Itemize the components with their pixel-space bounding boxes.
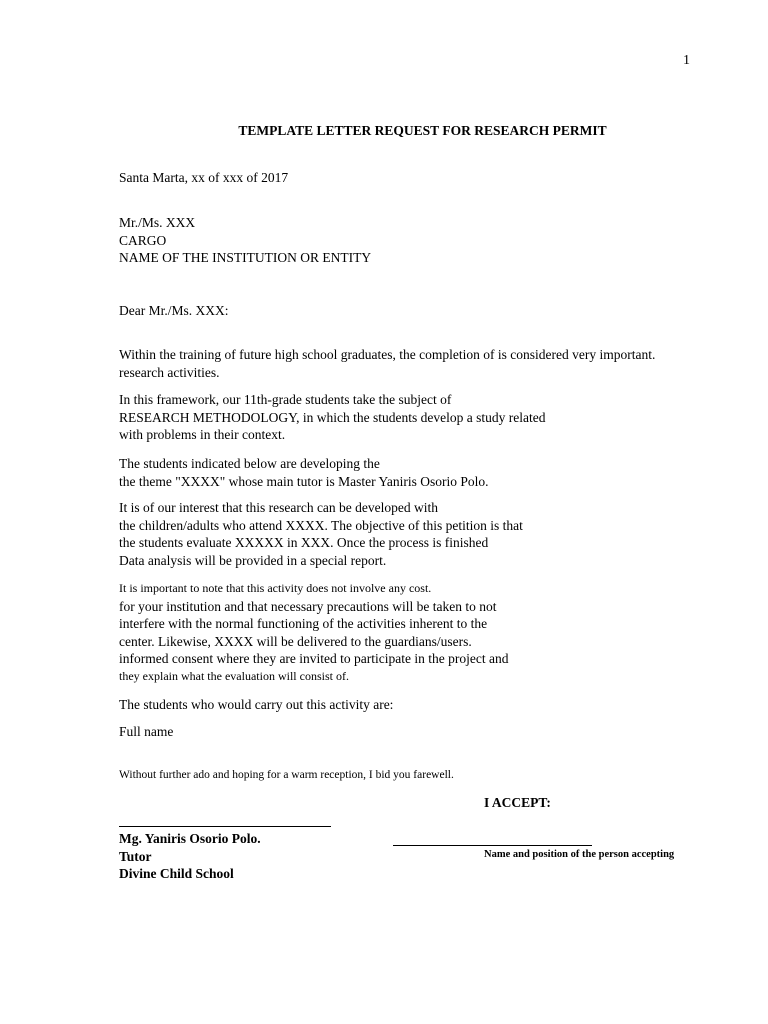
signature-block <box>119 830 261 883</box>
recipient-position: CARGO <box>119 232 167 248</box>
date-line: Santa Marta, xx of xxx of 2017 <box>119 170 289 185</box>
accept-caption: Name and position of the person accepting <box>484 849 675 860</box>
salutation: Dear Mr./Ms. XXX: <box>119 303 229 318</box>
students-intro: The students who would carry out this activity are: <box>119 697 394 712</box>
tutor-signature-line <box>119 826 331 827</box>
paragraph-1: Within the training of future high school graduates, the completion of is considered very important. research activities. <box>119 347 656 380</box>
full-name-label: Full name <box>119 724 174 739</box>
paragraph-2: In this framework, our 11th-grade students take the subject of RESEARCH METHODOLOGY, in which the students develop a study related with problems in their context. <box>119 392 546 442</box>
recipient-institution: NAME OF THE INSTITUTION OR ENTITY <box>119 250 372 265</box>
recipient-block <box>119 214 371 267</box>
recipient-name: Mr./Ms. XXX <box>119 215 196 230</box>
page-number: 1 <box>683 53 690 68</box>
letter-title: TEMPLATE LETTER REQUEST FOR RESEARCH PERMIT <box>238 123 607 138</box>
accept-heading: I ACCEPT: <box>484 795 551 810</box>
signature-role: Tutor <box>119 848 152 864</box>
paragraph-3: The students indicated below are developing the the theme "XXXX" whose main tutor is Master Yaniris Osorio Polo. <box>119 456 489 489</box>
signature-school: Divine Child School <box>119 866 234 881</box>
accepting-signature-line <box>393 845 592 846</box>
paragraph-4: It is of our interest that this research can be developed with the children/adults who attend XXXX. The objective of this petition is that the students evaluate XXXXX in XXX. Once the process is finished Data analysis will be provided in a special report. <box>119 500 523 568</box>
paragraph-5: It is important to note that this activity does not involve any cost. for your institution and that necessary precautions will be taken to not interfere with the normal functioning of the activities inherent to the center. Likewise, XXXX will be delivered to the guardians/users. informed consent where they are invited to participate in the project and they explain what the evaluation will consist of. <box>119 581 509 683</box>
signature-name: Mg. Yaniris Osorio Polo. <box>119 831 261 846</box>
closing-line: Without further ado and hoping for a warm reception, I bid you farewell. <box>119 769 454 781</box>
